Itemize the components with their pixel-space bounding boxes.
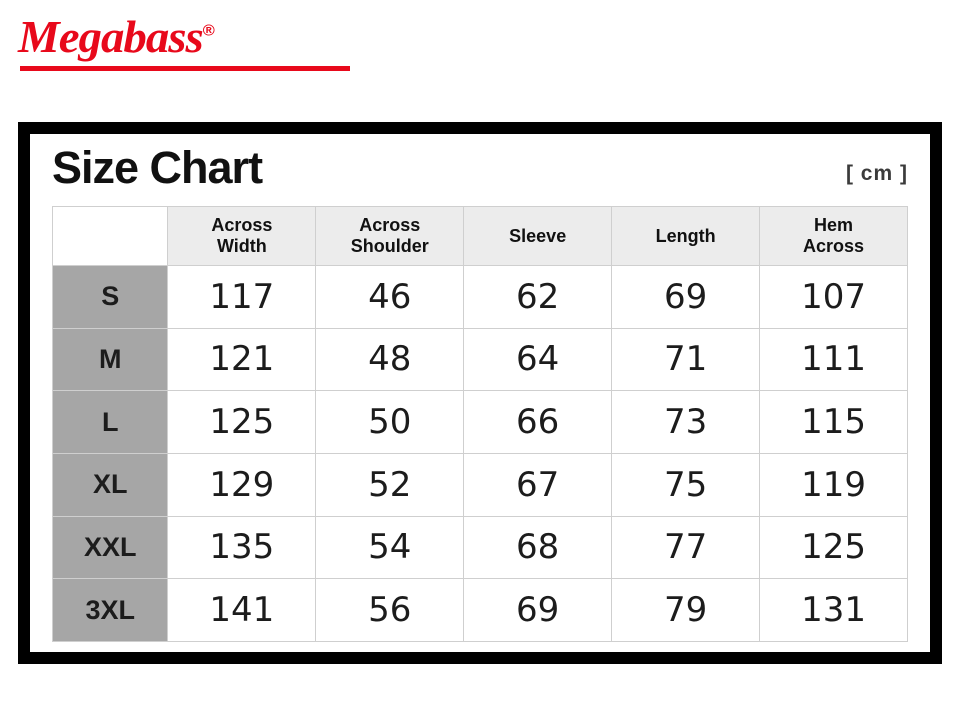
cell-length: 79	[612, 579, 760, 642]
cell-length: 73	[612, 391, 760, 454]
cell-length: 77	[612, 516, 760, 579]
column-header-line1: Length	[655, 225, 716, 246]
column-header-across-shoulder	[316, 207, 464, 266]
size-label: L	[53, 391, 168, 454]
cell-length: 71	[612, 328, 760, 391]
cell-across-shoulder: 48	[316, 328, 464, 391]
cell-length: 75	[612, 453, 760, 516]
cell-across-shoulder: 50	[316, 391, 464, 454]
column-header-hem-across	[760, 207, 908, 266]
size-table	[52, 206, 908, 642]
cell-across-width: 141	[168, 579, 316, 642]
cell-across-width: 129	[168, 453, 316, 516]
cell-across-width: 121	[168, 328, 316, 391]
table-row	[53, 516, 908, 579]
cell-sleeve: 64	[464, 328, 612, 391]
table-row	[53, 391, 908, 454]
cell-across-width: 117	[168, 266, 316, 329]
column-header-line2: Width	[216, 236, 267, 256]
cell-sleeve: 67	[464, 453, 612, 516]
size-table-head	[53, 207, 908, 266]
size-label: 3XL	[53, 579, 168, 642]
cell-hem-across: 111	[760, 328, 908, 391]
unit-label: [ cm ]	[845, 162, 908, 185]
column-header-line2: Across	[803, 236, 865, 256]
cell-across-shoulder: 56	[316, 579, 464, 642]
size-table-body	[53, 266, 908, 642]
table-corner-cell	[53, 207, 168, 266]
cell-hem-across: 115	[760, 391, 908, 454]
column-header-line1: Sleeve	[509, 225, 567, 246]
cell-hem-across: 119	[760, 453, 908, 516]
registered-mark: ®	[202, 22, 214, 40]
table-row	[53, 266, 908, 329]
size-label: S	[53, 266, 168, 329]
cell-across-shoulder: 46	[316, 266, 464, 329]
cell-across-shoulder: 54	[316, 516, 464, 579]
cell-sleeve: 62	[464, 266, 612, 329]
table-row	[53, 579, 908, 642]
cell-sleeve: 69	[464, 579, 612, 642]
brand-logo	[18, 11, 358, 70]
cell-hem-across: 125	[760, 516, 908, 579]
size-chart-header	[30, 134, 930, 200]
column-header-line1: Across	[359, 215, 421, 235]
column-header-across-width	[168, 207, 316, 266]
brand-underline	[20, 66, 350, 71]
size-label: XXL	[53, 516, 168, 579]
table-header-row	[53, 207, 908, 266]
size-chart-inner	[30, 134, 930, 652]
size-label: M	[53, 328, 168, 391]
cell-across-width: 135	[168, 516, 316, 579]
cell-sleeve: 66	[464, 391, 612, 454]
page-title: Size Chart	[52, 142, 263, 193]
cell-sleeve: 68	[464, 516, 612, 579]
brand-name-text: Megabass	[18, 11, 203, 62]
cell-length: 69	[612, 266, 760, 329]
size-table-wrapper	[52, 206, 908, 642]
column-header-line1: Across	[211, 215, 273, 235]
cell-hem-across: 131	[760, 579, 908, 642]
column-header-line2: Shoulder	[350, 236, 429, 256]
table-row	[53, 453, 908, 516]
brand-wordmark	[18, 11, 214, 62]
cell-across-width: 125	[168, 391, 316, 454]
table-row	[53, 328, 908, 391]
column-header-line1: Hem	[814, 215, 854, 235]
cell-across-shoulder: 52	[316, 453, 464, 516]
column-header-length	[612, 207, 760, 266]
size-chart-frame	[18, 122, 942, 664]
size-label: XL	[53, 453, 168, 516]
column-header-sleeve	[464, 207, 612, 266]
cell-hem-across: 107	[760, 266, 908, 329]
